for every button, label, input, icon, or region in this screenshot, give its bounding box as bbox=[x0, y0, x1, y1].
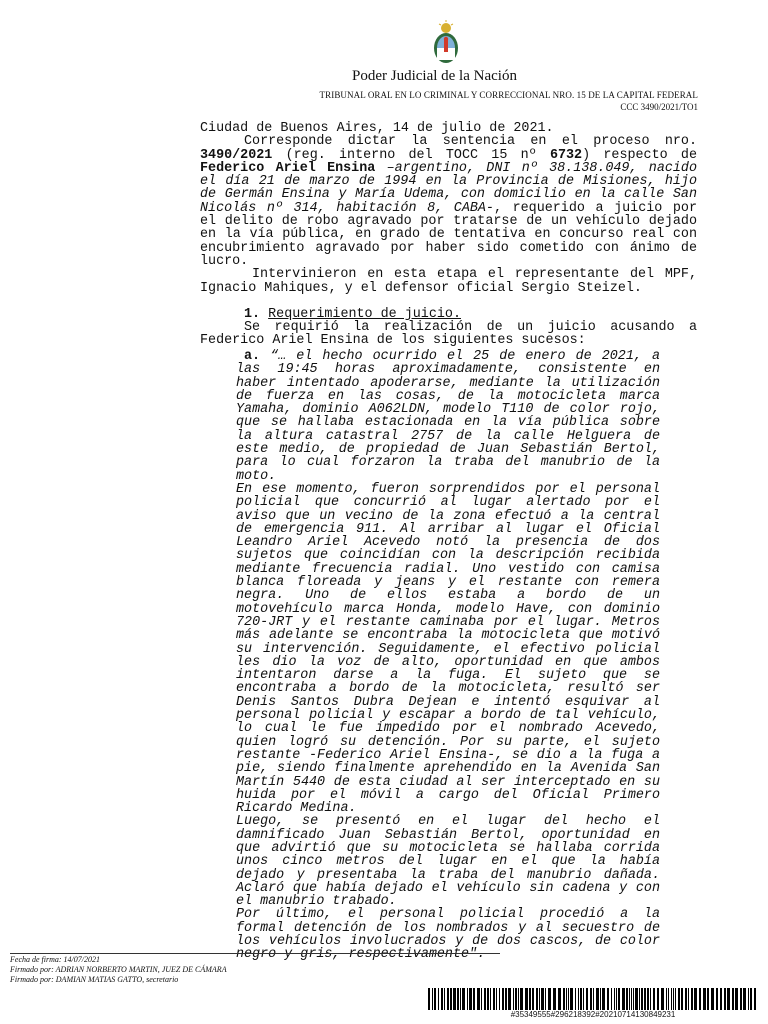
quote-paragraph-4: Por último, el personal policial procedió a la formal detención de los nombrados y al secuestro de los vehículos involucrados y de dos cascos, de color negro y gris, respectivamente". bbox=[236, 907, 660, 963]
section-heading bbox=[200, 308, 697, 321]
intro-text-e: , requerido a juicio por el delito de robo agravado por tratarse de un vehículo dejado en la vía pública, en grado de tentativa en concurso real con encubrimiento agravado por haber sido cometido con ánimo de lucro. bbox=[200, 200, 697, 269]
intro-text-d: – bbox=[375, 160, 395, 176]
national-coat-of-arms-icon bbox=[426, 20, 466, 66]
defendant-name: Federico Ariel Ensina bbox=[200, 160, 376, 176]
paragraph-introduction bbox=[200, 135, 697, 268]
defendant-personal-data: argentino, DNI nº 38.138.049, nacido el día 21 de marzo de 1994 en la Provincia de Misiones, hijo de Germán Ensina y María Udema, con domicilio en la calle San Nicolás nº 314, habitación 8, CABA- bbox=[200, 160, 697, 216]
quote-paragraph-3: Luego, se presentó en el lugar del hecho el damnificado Juan Sebastián Bertol, oportunidad en que advirtió que su motocicleta se hallaba corrida unos cinco metros del lugar en el que la había dejado y presentaba la traba del manubrio dañada. Aclaró que había dejado el vehículo sin cadena y con el manubrio trabado. bbox=[236, 814, 660, 910]
quote-text-1: “… el hecho ocurrido el 25 de enero de 2021, a las 19:45 horas aproximadamente, consistente en haber intentado apoderarse, mediante la utilización de fuerza en las cosas, de la motocicleta marca Yamaha, dominio A062LDN, modelo T110 de color rojo, que se hallaba estacionada en la vía pública sobre la altura catastral 2757 de la calle Helguera de este medio, de propiedad de Juan Sebastián Bertol, para lo cual forzaron la traba del manubrio de la moto. bbox=[236, 349, 660, 484]
section-title: Requerimiento de juicio. bbox=[268, 306, 461, 322]
item-letter: a. bbox=[244, 349, 261, 364]
paragraph-requirement: Se requirió la realización de un juicio acusando a Federico Ariel Ensina de los siguientes sucesos: bbox=[200, 320, 697, 349]
date-line: Ciudad de Buenos Aires, 14 de julio de 2021. bbox=[200, 121, 554, 136]
signer-judge: Firmado por: ADRIAN NORBERTO MARTIN, JUEZ DE CÁMARA bbox=[10, 965, 227, 974]
case-number: 3490/2021 bbox=[200, 147, 273, 163]
paragraph-participants: Intervinieron en esta etapa el representante del MPF, Ignacio Mahiques, y el defensor oficial Sergio Steizel. bbox=[200, 267, 697, 296]
document-body bbox=[200, 122, 697, 348]
quote-paragraph-1 bbox=[236, 350, 660, 483]
signature-date: Fecha de firma: 14/07/2021 bbox=[10, 955, 100, 964]
section-number: 1. bbox=[244, 306, 261, 322]
signer-secretary: Firmado por: DAMIAN MATIAS GATTO, secretario bbox=[10, 975, 179, 984]
facts-quote-block bbox=[236, 350, 660, 962]
intro-text-c: ) respecto de bbox=[582, 147, 697, 163]
barcode-icon bbox=[428, 988, 758, 1010]
barcode-number: #35349555#296218392#20210714130849231 bbox=[510, 1010, 676, 1019]
signature-footer bbox=[10, 955, 410, 985]
footer-divider bbox=[10, 953, 500, 954]
court-header-title: Poder Judicial de la Nación bbox=[352, 68, 517, 84]
tribunal-name: TRIBUNAL ORAL EN LO CRIMINAL Y CORRECCIONAL NRO. 15 DE LA CAPITAL FEDERAL bbox=[319, 90, 698, 100]
case-reference: CCC 3490/2021/TO1 bbox=[620, 102, 698, 112]
intro-text-a: Corresponde dictar la sentencia en el proceso nro. bbox=[244, 134, 697, 150]
quote-paragraph-2: En ese momento, fueron sorprendidos por el personal policial que concurrió al lugar alertado por el aviso que un vecino de la zona efectuó a la central de emergencia 911. Al arribar al lugar el Oficial Leandro Ariel Acevedo notó la presencia de dos sujetos que coincidían con la descripción recibida mediante frecuencia radial. Uno vestido con camisa blanca floreada y jeans y el restante con remera negra. Uno de ellos estaba a bordo de un motovehículo marca Honda, modelo Have, con dominio 720-JRT y el restante caminaba por el lugar. Metros más adelante se encontraba la motocicleta que motivó su intervención. Seguidamente, el efectivo policial les dio la voz de alto, oportunidad en que ambos intentaron darse a la fuga. El sujeto que se encontraba a bordo de la motocicleta, resultó ser Denis Santos Dubra Dejean e intentó esquivar al personal policial y escapar a bordo de tal vehículo, lo cual le fue impedido por el nombrado Acevedo, quien logró su detención. Por su parte, el sujeto restante -Federico Ariel Ensina-, se dio a la fuga a pie, siendo finalmente aprehendido en la Avenida San Martín 5440 de esta ciudad al ser interceptado en su huida por el móvil a cargo del Oficial Primero Ricardo Medina. bbox=[236, 481, 660, 817]
internal-reg-number: 6732 bbox=[549, 147, 583, 163]
intro-text-b: (reg. interno del TOCC 15 nº bbox=[272, 147, 550, 163]
